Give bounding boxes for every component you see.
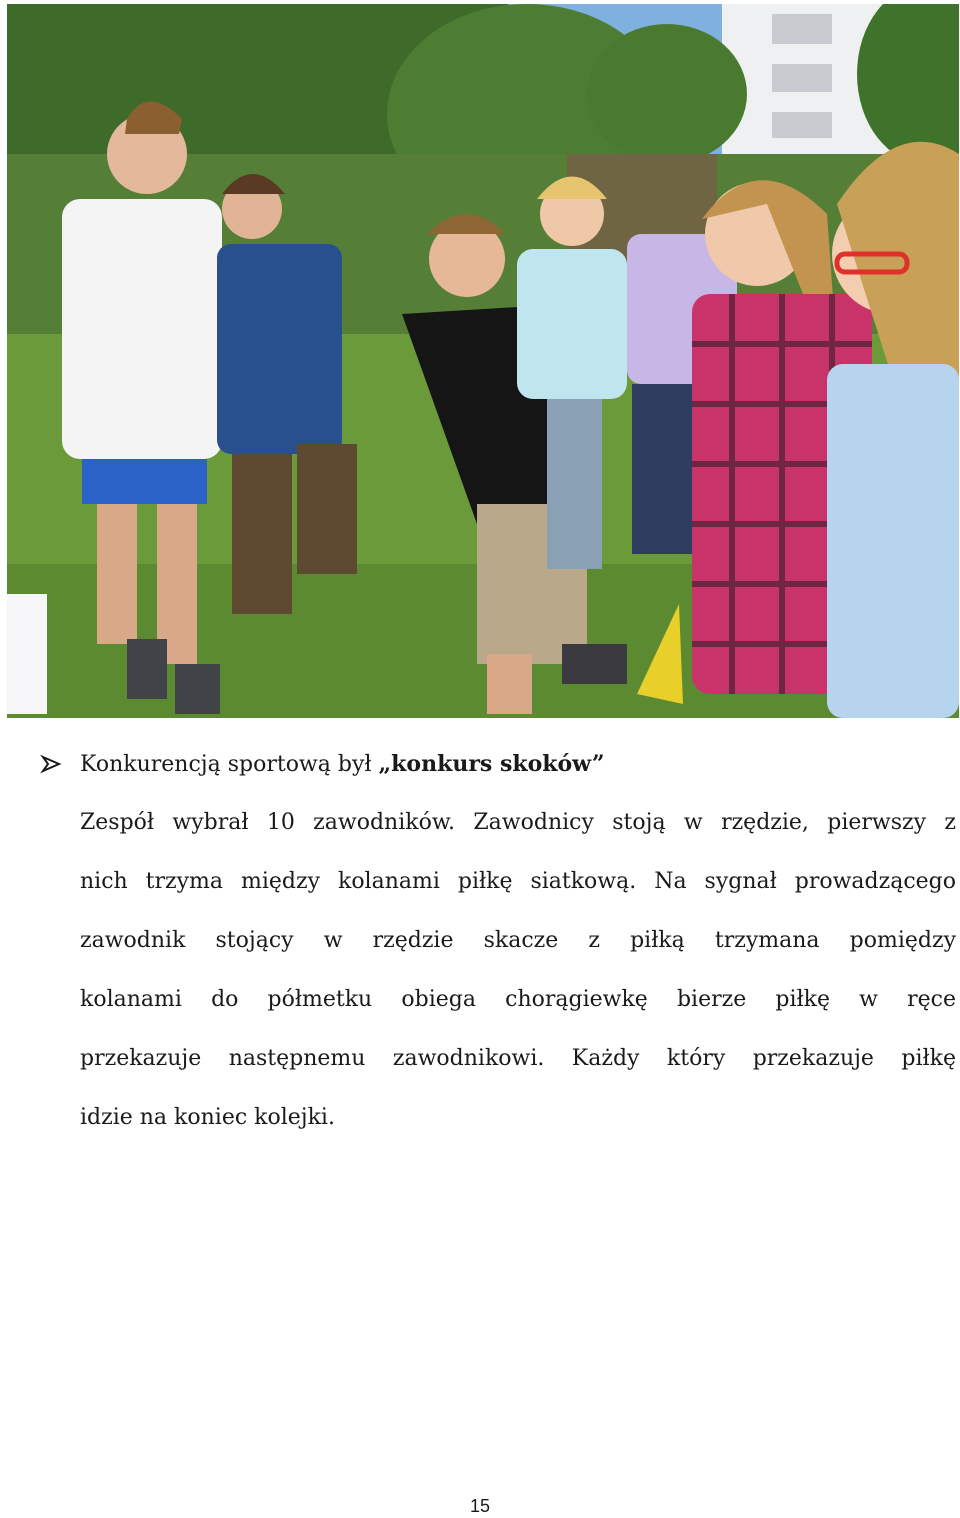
arrowhead-bullet-icon (40, 748, 62, 780)
competition-name: „konkurs skoków” (378, 751, 605, 777)
paragraph-line: Zespół wybrał 10 zawodników. Zawodnicy stoją w rzędzie, pierwszy z (80, 810, 956, 835)
children-game-photo (7, 4, 959, 718)
paragraph-line: nich trzyma między kolanami piłkę siatkową. Na sygnał prowadzącego (80, 869, 956, 894)
paragraph-line: zawodnik stojący w rzędzie skacze z piłką trzymana pomiędzy (80, 928, 956, 953)
bullet-text (80, 748, 605, 781)
paragraph-line: przekazuje następnemu zawodnikowi. Każdy który przekazuje piłkę (80, 1046, 956, 1071)
bullet-item (40, 748, 920, 780)
bullet-prefix: Konkurencją sportową był (80, 752, 379, 777)
paragraph-line: idzie na koniec kolejki. (80, 1105, 335, 1130)
page-number: 15 (469, 1496, 491, 1516)
paragraph-line: kolanami do półmetku obiega chorągiewkę bierze piłkę w ręce (80, 987, 956, 1012)
